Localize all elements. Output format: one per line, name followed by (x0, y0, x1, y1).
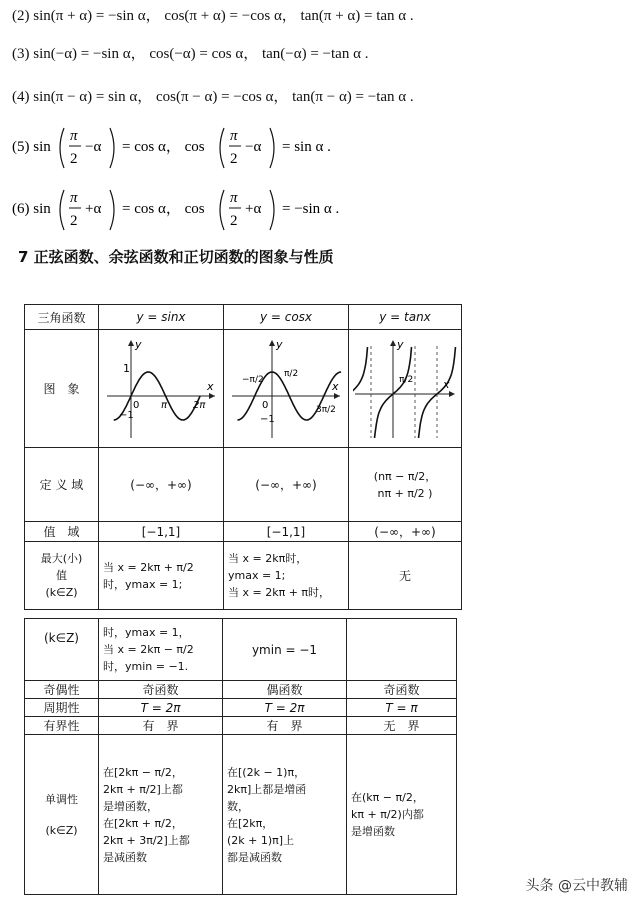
tan-mono-line: 是增函数 (351, 825, 395, 838)
cos-tick: −1 (260, 413, 275, 425)
cos-graph (228, 334, 344, 444)
cos-tick: π/2 (284, 368, 299, 379)
cos-tick: y (276, 337, 283, 351)
tan-mono (347, 735, 457, 895)
cos-tick: 3π/2 (316, 404, 336, 415)
domain-label: 定 义 域 (25, 448, 99, 522)
formula-5 (12, 118, 432, 174)
formula-6 (12, 180, 432, 236)
cos-mono-line: 都是减函数 (227, 850, 282, 864)
bounded-value: 有 界 (223, 717, 347, 735)
sin-extrema-line: 时，ymax = 1; (103, 577, 183, 591)
f5-prefix: (5) sin (12, 139, 51, 155)
cos-mono-line: 在[2kπ， (227, 816, 274, 830)
trig-properties-table-1 (24, 304, 462, 610)
range-value: [−1,1] (99, 522, 224, 542)
tan-tick: y (397, 337, 404, 351)
sin-mono-line: 是增函数， (103, 799, 158, 813)
cos-extrema-cont: ymin = −1 (223, 619, 347, 681)
extrema-k-label: (k∈Z) (25, 619, 99, 681)
bounded-value: 有 界 (99, 717, 223, 735)
cos-graph-cell (224, 330, 349, 448)
tan-tick: x (443, 377, 450, 391)
f6-tail: = −sin α . (282, 201, 340, 217)
period-value: T = π (347, 699, 457, 717)
tan-extrema: 无 (349, 542, 462, 610)
f5-den: 2 (70, 151, 78, 167)
range-value: [−1,1] (224, 522, 349, 542)
f6-prefix: (6) sin (12, 201, 51, 217)
cos-extrema-line: 当 x = 2kπ + π时， (228, 586, 331, 599)
sin-extrema-line: 当 x = 2kπ − π/2 (103, 643, 194, 656)
graph-row (25, 330, 462, 448)
extrema-row (25, 542, 462, 610)
sin-tick: x (207, 379, 214, 393)
bounded-label: 有界性 (25, 717, 99, 735)
sin-tick: y (135, 337, 142, 351)
header-cell: 三角函数 (25, 305, 99, 330)
svg-text:2: 2 (230, 213, 238, 229)
domain-row (25, 448, 462, 522)
cos-extrema (224, 542, 349, 610)
graph-label: 图 象 (25, 330, 99, 448)
header-cell: y = sinx (99, 305, 224, 330)
svg-text:π: π (70, 190, 78, 206)
f5-eq: = cos α， cos (122, 139, 205, 155)
sin-extrema (99, 542, 224, 610)
svg-text:π: π (230, 128, 238, 144)
formula-4: (4) sin(π − α) = sin α， cos(π − α) = −cos α， tan(π − α) = −tan α . (12, 89, 414, 105)
cos-tick: −π/2 (242, 374, 264, 385)
domain-value: (−∞，+∞) (99, 448, 224, 522)
extrema-label (25, 542, 99, 610)
sin-tick: 0 (133, 399, 140, 411)
sin-extrema-line: 时，ymax = 1， (103, 626, 190, 639)
table-header-row (25, 305, 462, 330)
sin-tick: 1 (123, 361, 130, 375)
sin-mono (99, 735, 223, 895)
f6-eq: = cos α， cos (122, 201, 205, 217)
cos-extrema-line: 当 x = 2kπ时， (228, 552, 308, 565)
section-heading: 7 正弦函数、余弦函数和正切函数的图象与性质 (18, 248, 334, 266)
cos-mono (223, 735, 347, 895)
domain-value-tan (349, 448, 462, 522)
sin-extrema-line: 当 x = 2kπ + π/2 (103, 560, 194, 574)
f5-mid2: −α (245, 139, 262, 155)
svg-text:2: 2 (70, 213, 78, 229)
f6-mid2: +α (245, 201, 262, 217)
parity-row (25, 681, 457, 699)
mono-label-cell (25, 735, 99, 895)
sin-mono-line: 2kπ + 3π/2]上都 (103, 833, 190, 847)
watermark: 头条 @云中教辅 (525, 878, 628, 894)
sin-mono-line: 在[2kπ − π/2， (103, 765, 183, 779)
mono-k: (k∈Z) (45, 823, 78, 837)
monotonic-row (25, 735, 457, 895)
tan-tick: π/2 (399, 374, 414, 385)
formula-2: (2) sin(π + α) = −sin α， cos(π + α) = −cos α， tan(π + α) = tan α . (12, 8, 414, 24)
extrema-label-line: (k∈Z) (45, 586, 78, 599)
extrema-cont-row (25, 619, 457, 681)
domain-value: (−∞，+∞) (224, 448, 349, 522)
f5-tail: = sin α . (282, 139, 331, 155)
period-value: T = 2π (223, 699, 347, 717)
sin-extrema-line: 时，ymin = −1. (103, 660, 189, 673)
parity-value: 奇函数 (99, 681, 223, 699)
tan-extrema-cont (347, 619, 457, 681)
sin-graph-cell (99, 330, 224, 448)
range-value: (−∞，+∞) (349, 522, 462, 542)
header-cell: y = tanx (349, 305, 462, 330)
tan-mono-line: 在(kπ − π/2， (351, 791, 424, 804)
cos-mono-line: 在[(2k − 1)π， (227, 765, 306, 779)
domain-tan-line: nπ + π/2 ) (377, 486, 433, 500)
period-label: 周期性 (25, 699, 99, 717)
formula-3: (3) sin(−α) = −sin α， cos(−α) = cos α， tan(−α) = −tan α . (12, 46, 369, 62)
parity-label: 奇偶性 (25, 681, 99, 699)
trig-properties-table-2 (24, 618, 457, 895)
cos-tick: x (332, 379, 339, 393)
sin-mono-line: 2kπ + π/2]上都 (103, 782, 183, 796)
cos-tick: 0 (262, 399, 269, 411)
sin-tick: −1 (119, 409, 134, 421)
period-value: T = 2π (99, 699, 223, 717)
cos-mono-line: 数， (227, 799, 249, 813)
cos-extrema-line: ymax = 1; (228, 569, 286, 582)
svg-text:2: 2 (230, 151, 238, 167)
range-label: 值 域 (25, 522, 99, 542)
extrema-label-line: 值 (56, 569, 67, 582)
sin-mono-line: 在[2kπ + π/2， (103, 816, 183, 830)
domain-tan-line: (nπ − π/2， (373, 469, 437, 483)
tan-mono-line: kπ + π/2)内都 (351, 808, 424, 821)
header-cell: y = cosx (224, 305, 349, 330)
tan-graph-cell (349, 330, 462, 448)
range-row (25, 522, 462, 542)
mono-label: 单调性 (45, 792, 78, 806)
f6-mid: +α (85, 201, 102, 217)
period-row (25, 699, 457, 717)
f5-mid: −α (85, 139, 102, 155)
parity-value: 偶函数 (223, 681, 347, 699)
svg-text:π: π (230, 190, 238, 206)
sin-graph (103, 334, 219, 444)
bounded-value: 无 界 (347, 717, 457, 735)
sin-mono-line: 是减函数 (103, 850, 147, 864)
sin-tick: π (161, 399, 168, 411)
extrema-label-line: 最大(小) (40, 552, 83, 565)
tan-graph (353, 334, 457, 444)
sin-extrema-cont (99, 619, 223, 681)
bounded-row (25, 717, 457, 735)
sin-tick: 2π (193, 399, 206, 411)
parity-value: 奇函数 (347, 681, 457, 699)
cos-mono-line: 2kπ]上都是增函 (227, 782, 307, 796)
f5-num: π (70, 128, 78, 144)
cos-mono-line: (2k + 1)π]上 (227, 833, 295, 847)
